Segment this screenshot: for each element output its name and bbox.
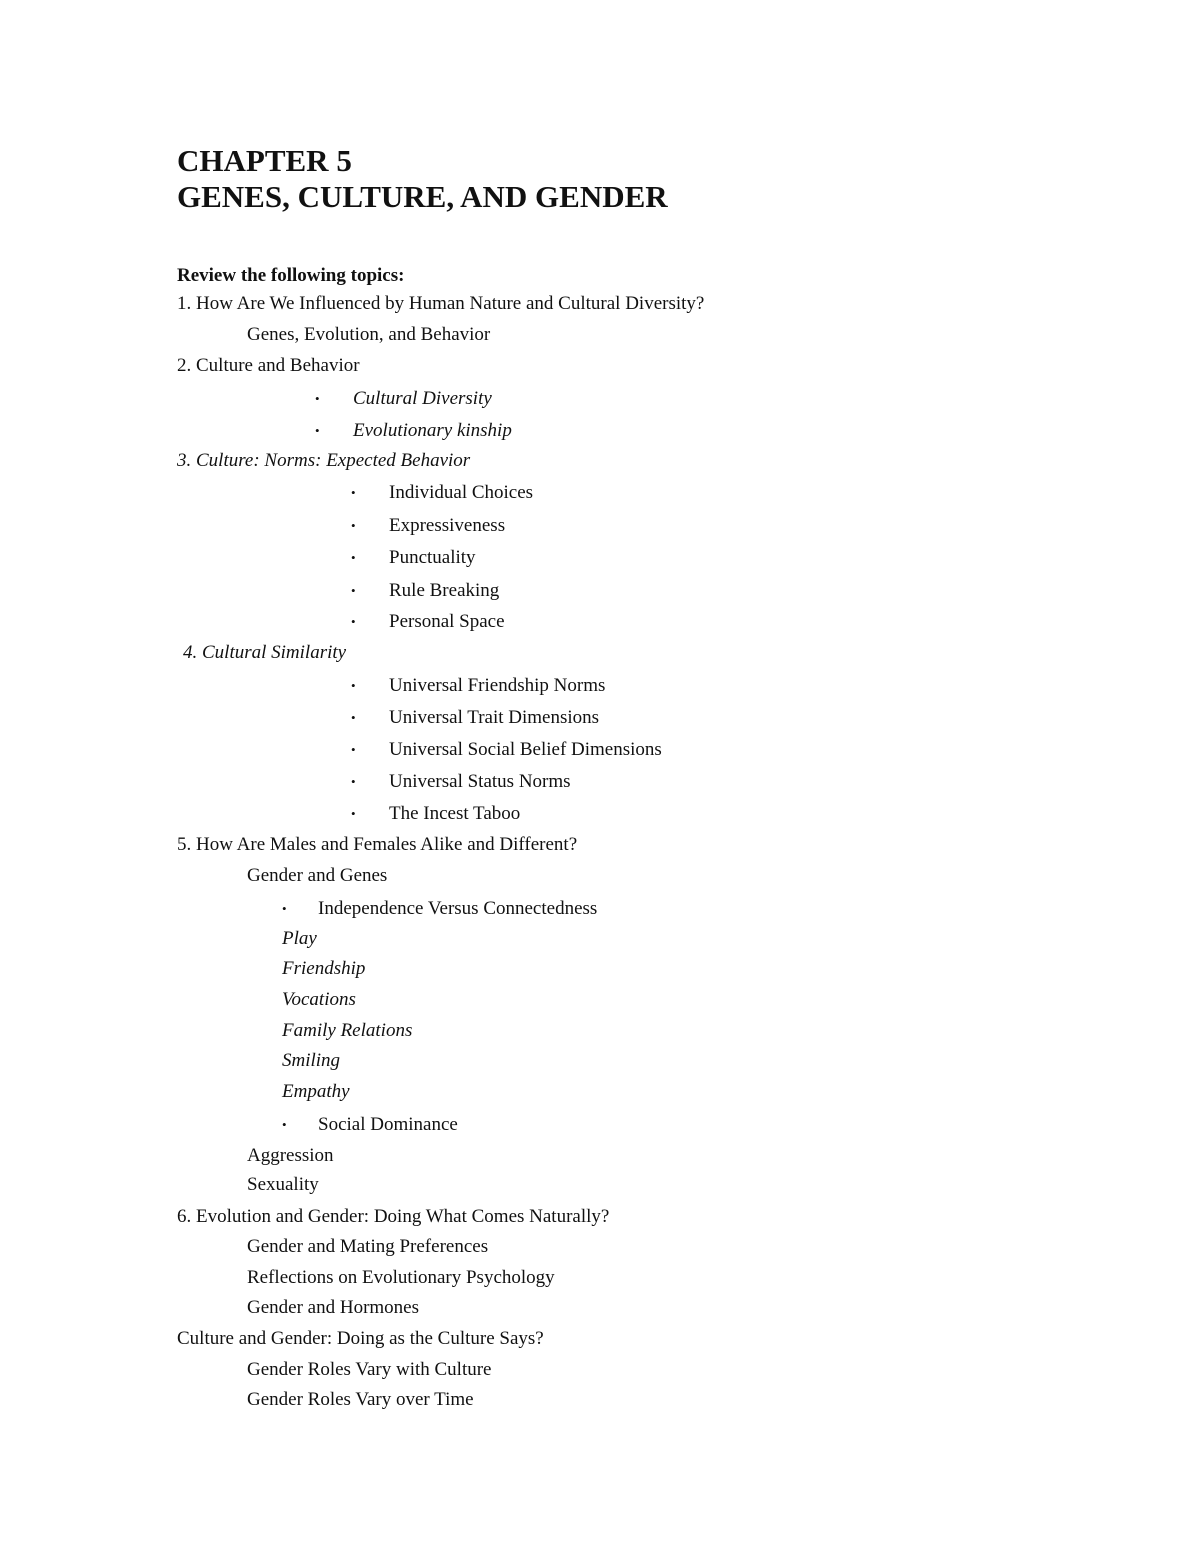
subtopic: Gender and Mating Preferences [247, 1236, 489, 1257]
bullet-icon: • [315, 423, 320, 438]
bullet-icon: • [351, 614, 356, 629]
list-item: Individual Choices [389, 482, 534, 503]
subtopic: Reflections on Evolutionary Psychology [247, 1267, 555, 1288]
list-item: Universal Friendship Norms [389, 675, 606, 696]
list-item: Universal Trait Dimensions [389, 707, 600, 728]
bullet-icon: • [351, 678, 356, 693]
list-item: Evolutionary kinship [353, 420, 512, 441]
subtopic: Vocations [282, 989, 356, 1010]
bullet-icon: • [351, 806, 356, 821]
bullet-icon: • [351, 485, 356, 500]
subtopic: Gender Roles Vary with Culture [247, 1359, 492, 1380]
list-item: Independence Versus Connectedness [318, 898, 598, 919]
subtopic: Friendship [282, 958, 366, 979]
topic-1: 1. How Are We Influenced by Human Nature and Cultural Diversity? [177, 293, 705, 314]
bullet-icon: • [351, 583, 356, 598]
topic-3: 3. Culture: Norms: Expected Behavior [177, 450, 471, 471]
list-item: Social Dominance [318, 1114, 458, 1135]
topic-6: 6. Evolution and Gender: Doing What Comes Naturally? [177, 1206, 610, 1227]
subtopic: Gender and Hormones [247, 1297, 420, 1318]
subtopic: Gender Roles Vary over Time [247, 1389, 474, 1410]
topic-4: 4. Cultural Similarity [183, 642, 347, 663]
list-item: Universal Social Belief Dimensions [389, 739, 662, 760]
bullet-icon: • [351, 774, 356, 789]
bullet-icon: • [351, 550, 356, 565]
list-item: Universal Status Norms [389, 771, 571, 792]
bullet-icon: • [282, 901, 287, 916]
list-item: Punctuality [389, 547, 476, 568]
list-item: Expressiveness [389, 515, 506, 536]
chapter-number: CHAPTER 5 [177, 143, 352, 178]
bullet-icon: • [315, 391, 320, 406]
chapter-title: GENES, CULTURE, AND GENDER [177, 179, 668, 214]
subtopic: Sexuality [247, 1174, 319, 1195]
subtopic: Family Relations [282, 1020, 413, 1041]
review-intro: Review the following topics: [177, 265, 405, 286]
subtopic: Gender and Genes [247, 865, 388, 886]
subtopic: Play [282, 928, 317, 949]
subtopic: Aggression [247, 1145, 334, 1166]
topic-5: 5. How Are Males and Females Alike and Different? [177, 834, 578, 855]
subtopic: Smiling [282, 1050, 341, 1071]
topic-2: 2. Culture and Behavior [177, 355, 360, 376]
list-item: Cultural Diversity [353, 388, 492, 409]
bullet-icon: • [351, 710, 356, 725]
list-item: Personal Space [389, 611, 505, 632]
bullet-icon: • [351, 742, 356, 757]
bullet-icon: • [282, 1117, 287, 1132]
bullet-icon: • [351, 518, 356, 533]
list-item: The Incest Taboo [389, 803, 521, 824]
list-item: Rule Breaking [389, 580, 500, 601]
topic-culture-and-gender: Culture and Gender: Doing as the Culture Says? [177, 1328, 544, 1349]
subtopic: Empathy [282, 1081, 350, 1102]
subtopic: Genes, Evolution, and Behavior [247, 324, 491, 345]
